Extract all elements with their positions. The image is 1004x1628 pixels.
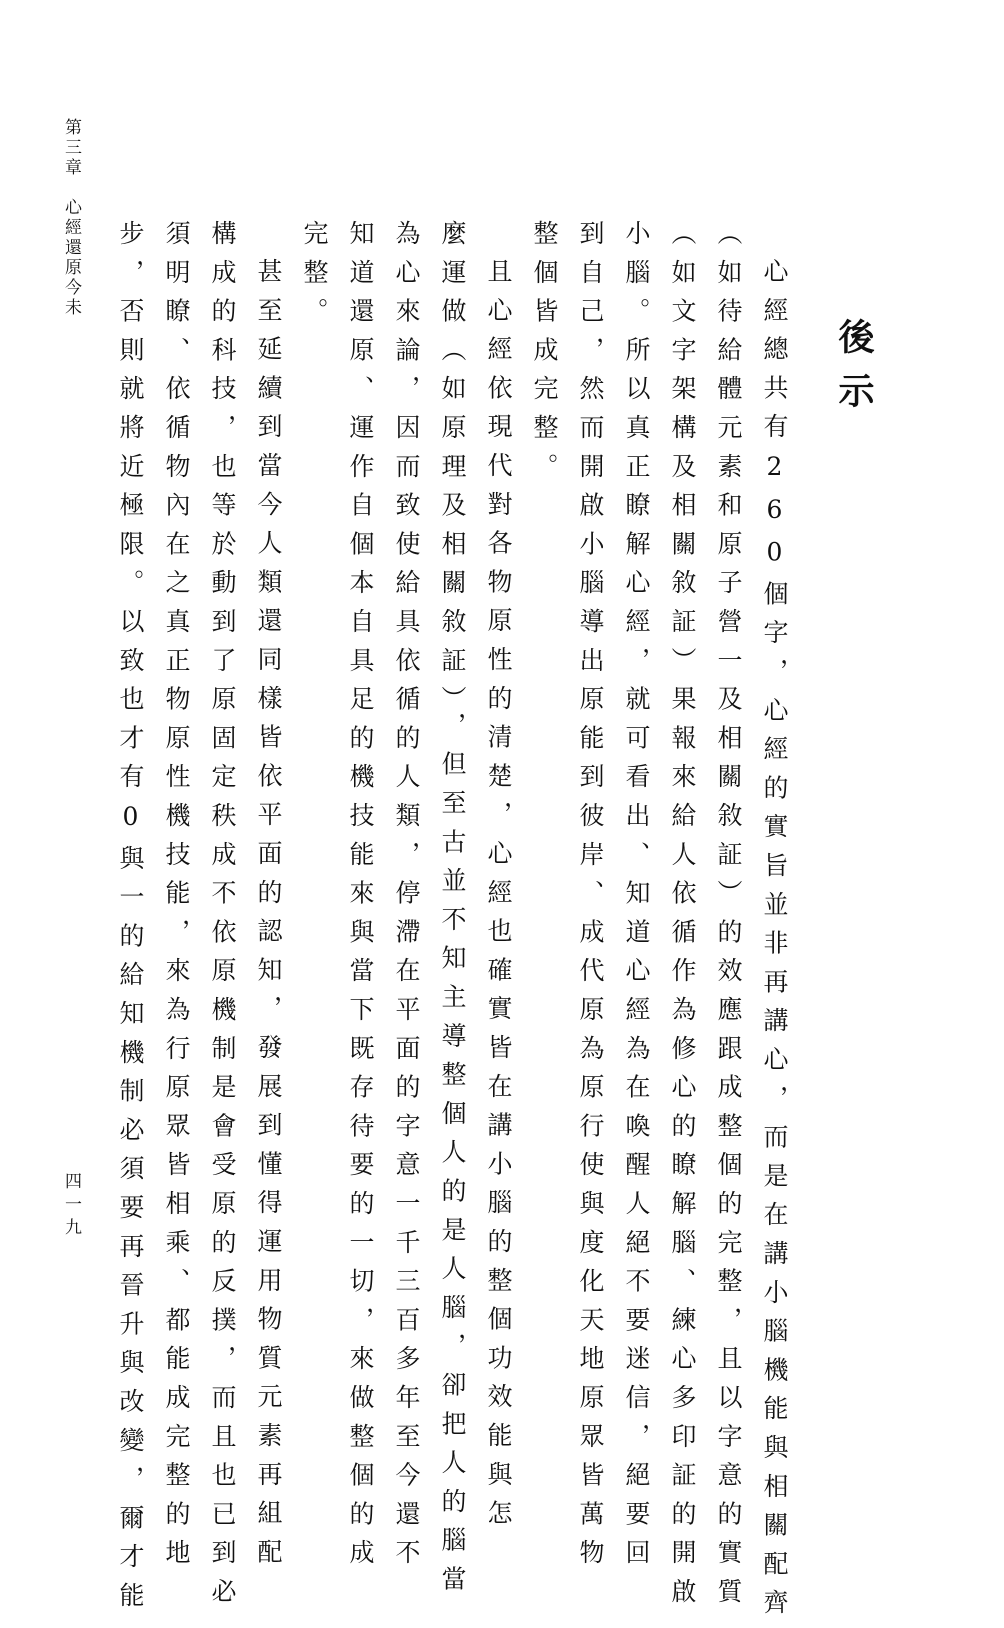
text-column: 麼運做（如原理及相關敘証），但至古並不知主導整個人的是人腦，卻把人的腦當 bbox=[438, 220, 467, 1605]
text-column: 小腦。所以真正瞭解心經，就可看出、知道心經為在喚醒人絕不要迷信，絕要回 bbox=[622, 220, 651, 1578]
running-header: 第三章 心經還原今未 bbox=[61, 118, 81, 318]
section-title: 後示 bbox=[833, 318, 875, 426]
text-column: 知道還原、運作自個本自具足的機技能來與當下既存待要的一切，來做整個的成 bbox=[346, 220, 375, 1578]
text-column: 須明瞭、依循物內在之真正物原性機技能，來為行原眾皆相乘、都能成完整的地 bbox=[162, 220, 191, 1578]
text-column: 心經總共有260個字，心經的實旨並非再講心，而是在講小腦機能與相關配齊 bbox=[760, 258, 789, 1628]
text-column: 為心來論，因而致使給具依循的人類，停滯在平面的字意一千三百多年至今還不 bbox=[392, 220, 421, 1578]
text-column: 構成的科技，也等於動到了原固定秩成不依原機制是會受原的反撲，而且也已到必 bbox=[208, 220, 237, 1617]
page-number: 四一九 bbox=[61, 1172, 81, 1241]
text-column: 整個皆成完整。 bbox=[530, 220, 559, 492]
text-column: （如文字架構及相關敘証）果報來給人依循作為修心的瞭解腦、練心多印証的開啟 bbox=[668, 220, 697, 1617]
text-column: 甚至延續到當今人類還同樣皆依平面的認知，發展到懂得運用物質元素再組配 bbox=[254, 258, 283, 1578]
text-column: 完整。 bbox=[300, 220, 329, 337]
text-column: 步，否則就將近極限。以致也才有0與一的給知機制必須要再晉升與改變，爾才能 bbox=[116, 220, 145, 1621]
text-column: 且心經依現代對各物原性的清楚，心經也確實皆在講小腦的整個功效能與怎 bbox=[484, 258, 513, 1539]
text-column: （如待給體元素和原子營一及相關敘証）的效應跟成整個的完整，且以字意的實質 bbox=[714, 220, 743, 1617]
text-column: 到自己，然而開啟小腦導出原能到彼岸、成代原為原行使與度化天地原眾皆萬物 bbox=[576, 220, 605, 1578]
